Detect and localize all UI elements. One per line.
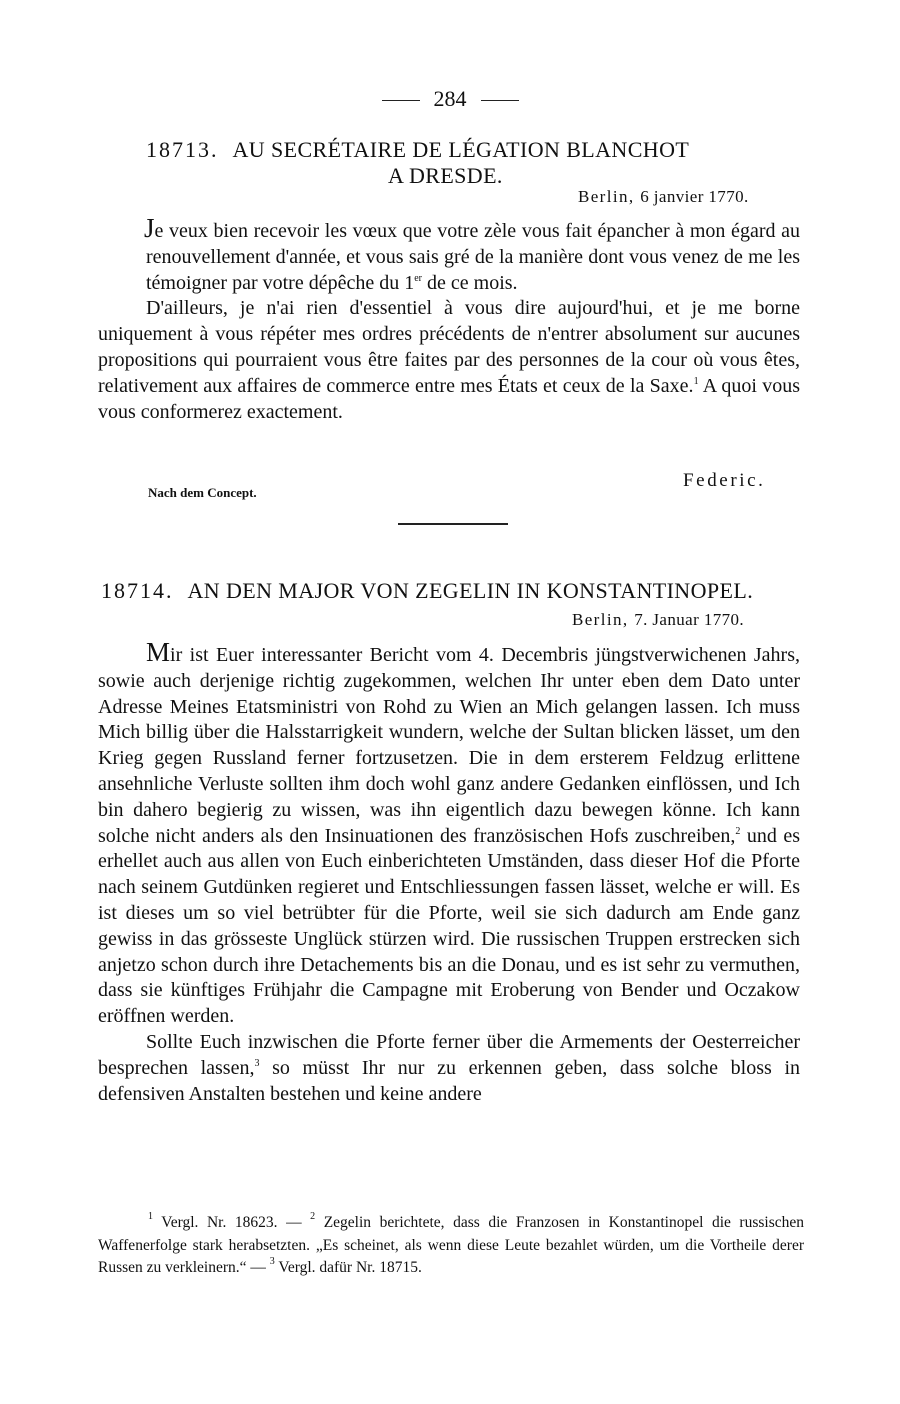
letter2-p2-text-b: so müsst Ihr nur zu erkennen geben, dass solche bloss in defensiven Anstalten bestehen und keine andere	[98, 1056, 800, 1105]
letter1-date-place: Berlin,	[578, 187, 635, 206]
footnote-2-text: Zegelin berichtete, dass die Franzosen in Konstantinopel die russischen Waffenerfolge stark herabsetzten. „Es scheinet, als wenn diese Leute bezahlet würden, um die Vortheile derer Russen zu verkleinern.“ —	[98, 1214, 804, 1276]
letter1-signature: Federic.	[683, 470, 766, 491]
letter1-p2-text-b: A quoi vous vous conformerez exactement.	[98, 374, 800, 423]
letter2-p1-text-a: ir ist Euer interessanter Bericht vom 4. Decembris jüngstverwichenen Jahrs, sowie auch derjenige richtig zugekommen, welchen Ihr unter eben dem Dato unter Adresse Meines Etatsministri von Rohd zu Wien an Mich gelangen lassen. Ich muss Mich billig über die Halsstarrigkeit wundern, welche der Sultan blicken lässet, um den Krieg gegen Russland ferner fortzusetzen. Die in dem ersterem Feldzug erlittene ansehnliche Verluste sollten ihm doch wohl ganz andere Gedanken einflössen, und Ich bin dahero begierig zu wissen, was ihn eigentlich dazu bewegen könne. Ich kann solche nicht anders als den Insinuationen des französischen Hofs zuschreiben,	[98, 644, 800, 847]
letter2-initial: M	[146, 637, 171, 667]
footnote-3-mark: 3	[269, 1256, 275, 1267]
footnote-3-text: Vergl. dafür Nr. 18715.	[274, 1259, 422, 1276]
letter2-heading	[101, 578, 753, 604]
letter1-heading-line2: A DRESDE.	[388, 163, 503, 188]
letter2-date: 7. Januar 1770.	[634, 610, 745, 629]
letter2-number: 18714.	[101, 578, 174, 603]
letter1-p1-text-a: e veux bien recevoir les vœux que votre zèle vous fait épancher à mon égard au renouvellement d'année, et vous sais gré de la manière dont vous venez de me les témoigner par votre dépêche du 1	[146, 220, 800, 294]
letter1-p1-superscript: er	[414, 272, 423, 284]
footnote-2-mark: 2	[310, 1211, 316, 1222]
footnote-ref-2: 2	[735, 825, 741, 837]
footnote-ref-1: 1	[693, 375, 699, 387]
footnote-1-mark: 1	[148, 1211, 153, 1222]
letter1-p2-text-a: D'ailleurs, je n'ai rien d'essentiel à vous dire aujourd'hui, et je me borne uniquement à vous répéter mes ordres précédents de n'entrer absolument sur aucunes propositions qui pourraient vous être faites par des personnes de la cour où vous êtes, relativement aux affaires de commerce entre mes États et ceux de la Saxe.	[98, 297, 800, 397]
letter2-p2-text-a: Sollte Euch inzwischen die Pforte ferner über die Armements der Oesterreicher besprechen lassen,	[98, 1030, 800, 1079]
letter1-paragraph-1	[98, 213, 800, 296]
letter1-heading	[146, 137, 689, 163]
letter1-paragraph-2	[98, 296, 800, 425]
footnote-block	[98, 1212, 804, 1280]
letter2-body	[98, 637, 800, 1107]
page-number-dash-right	[481, 100, 519, 101]
footnote-1-text: Vergl. Nr. 18623. —	[153, 1214, 311, 1231]
footnote-ref-3: 3	[254, 1057, 260, 1069]
letter2-paragraph-2	[98, 1030, 800, 1107]
section-divider	[398, 523, 508, 525]
letter1-dateline	[578, 187, 749, 207]
letter1-body	[98, 213, 800, 425]
letter1-date: 6 janvier 1770.	[640, 187, 749, 206]
letter1-heading-line1: AU SECRÉTAIRE DE LÉGATION BLANCHOT	[232, 137, 690, 162]
letter2-date-place: Berlin,	[572, 610, 629, 629]
footnotes	[98, 1212, 804, 1280]
letter1-initial: J	[144, 213, 155, 243]
letter2-p1-text-b: und es erhellet auch aus allen von Euch einberichteten Umständen, dass dieser Hof die Pforte nach seinem Gutdünken regieret und Entschliessungen fassen lässet, welche er will. Es ist dieses um so viel betrübter für die Pforte, weil sie sich dadurch am Ende ganz gewiss in das grösseste Unglück stürzen wird. Die russischen Truppen erstrecken sich anjetzo schon durch ihre Detachements bis an die Donau, und es ist sehr zu vermuthen, dass sie künftiges Frühjahr die Campagne mit Eroberung von Bender und Oczakow eröffnen werden.	[98, 824, 800, 1028]
letter1-p1-text-b: de ce mois.	[422, 271, 518, 294]
letter2-heading-text: AN DEN MAJOR VON ZEGELIN IN KONSTANTINOPEL.	[187, 578, 754, 603]
letter2-dateline	[572, 610, 744, 630]
letter1-source-note: Nach dem Concept.	[148, 485, 257, 500]
page-number-text: 284	[433, 86, 467, 111]
letter1-number: 18713.	[146, 137, 219, 162]
letter2-paragraph-1	[98, 637, 800, 1030]
page-number	[0, 86, 900, 112]
page-number-dash-left	[382, 100, 420, 101]
